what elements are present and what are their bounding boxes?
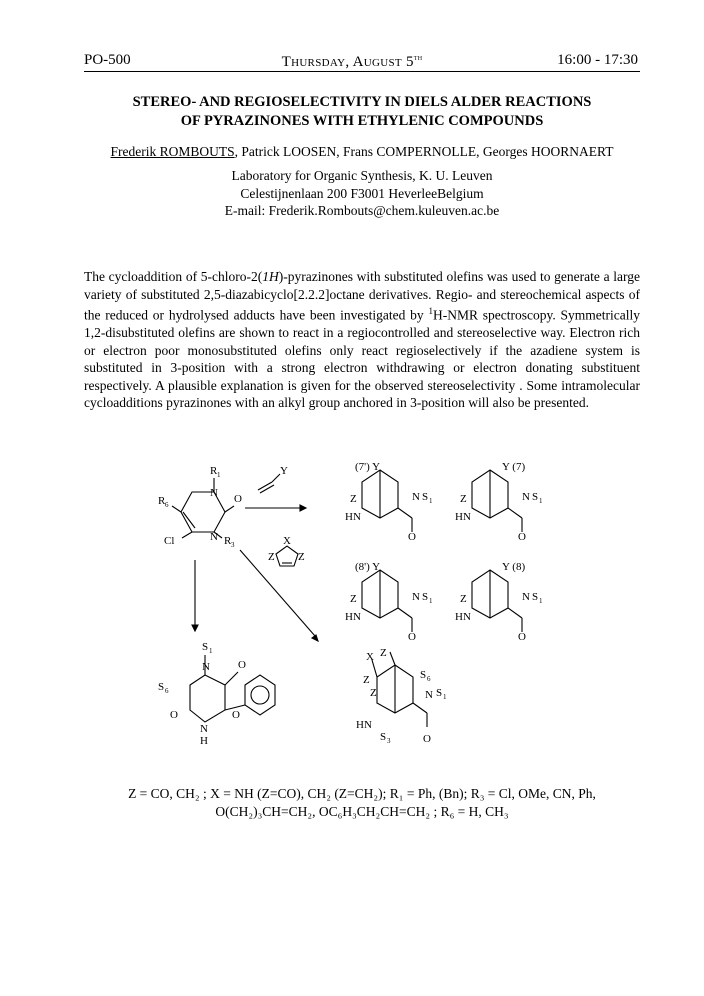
svg-text:1: 1 (539, 597, 543, 605)
authors: Frederik ROMBOUTS, Patrick LOOSEN, Frans COMPERNOLLE, Georges HOORNAERT (110, 144, 614, 159)
svg-text:S: S (420, 669, 427, 681)
svg-text:R: R (210, 465, 218, 477)
svg-text:HN: HN (345, 611, 361, 623)
pyrazinone-ring (181, 492, 225, 532)
svg-text:Z: Z (268, 551, 275, 563)
svg-text:O: O (518, 531, 526, 543)
email: E-mail: Frederik.Rombouts@chem.kuleuven.ac.be (224, 203, 500, 218)
svg-text:1: 1 (217, 471, 221, 479)
svg-text:N: N (425, 689, 433, 701)
svg-text:Z: Z (350, 493, 357, 505)
svg-text:O: O (518, 631, 526, 643)
svg-text:6: 6 (427, 675, 431, 683)
abstract: The cycloaddition of 5-chloro-2(1H)-pyrazinones with substituted olefins was used to generate a large variety of substituted 2,5-diazabicyclo[2.2.2]octane derivatives. Regio- and stereochemical aspects of the reduced or hydrolysed adducts have been investigated by $^1$H-NMR spectroscopy. Symmetrically 1,2-disubstituted olefins are shown to react in a regiocontrolled and stereoselective way. Electron rich or electron poor monosubstituted olefins only react regioselectively if the azadiene system is substituted in 3-position with a strong electron withdrawing or electron donating substituent respectively. A plausible explanation is given for the observed stereoselectivity . Some intramolecular cycloadditions pyrazinones with an alkyl group anchored in 3-position will also be presented. (84, 269, 641, 410)
svg-text:O: O (238, 659, 246, 671)
paper-title: STEREO- AND REGIOSELECTIVITY IN DIELS ALDER REACTIONS OF PYRAZINONES WITH ETHYLENIC COMPOUNDS (132, 94, 592, 129)
adduct-intramolecular (372, 652, 427, 727)
svg-text:S: S (422, 491, 429, 503)
svg-text:N: N (412, 491, 420, 503)
svg-text:S: S (380, 731, 387, 743)
svg-text:1: 1 (539, 497, 543, 505)
svg-text:Y (8): Y (8) (502, 561, 526, 573)
svg-text:3: 3 (387, 737, 391, 745)
svg-text:(8') Y: (8') Y (355, 561, 381, 573)
svg-text:HN: HN (455, 611, 471, 623)
svg-text:Z: Z (460, 493, 467, 505)
header-rule (84, 71, 640, 72)
svg-text:Y (7): Y (7) (502, 461, 526, 473)
svg-text:Y: Y (280, 465, 288, 477)
svg-text:O: O (408, 631, 416, 643)
svg-text:N: N (522, 591, 530, 603)
svg-text:Z: Z (380, 647, 387, 659)
svg-text:HN: HN (356, 719, 372, 731)
adduct-7prime (362, 470, 412, 532)
svg-text:1: 1 (429, 597, 433, 605)
svg-text:O: O (232, 709, 240, 721)
reaction-scheme (150, 460, 650, 760)
svg-text:N: N (522, 491, 530, 503)
svg-text:HN: HN (455, 511, 471, 523)
svg-text:S: S (202, 641, 209, 653)
svg-text:6: 6 (165, 687, 169, 695)
svg-text:6: 6 (165, 501, 169, 509)
svg-text:1: 1 (429, 497, 433, 505)
session-day: Thursday, August 5th (281, 52, 423, 70)
svg-text:Z: Z (460, 593, 467, 605)
svg-text:R: R (224, 535, 232, 547)
svg-text:S: S (532, 591, 539, 603)
svg-text:S: S (422, 591, 429, 603)
svg-text:S: S (532, 491, 539, 503)
svg-text:H: H (200, 735, 208, 747)
adduct-8prime (362, 570, 412, 632)
adduct-7 (472, 470, 522, 532)
svg-text:Z: Z (298, 551, 305, 563)
svg-text:S: S (436, 687, 443, 699)
substituent-legend: Z = CO, CH₂ ; X = NH (Z=CO), CH₂ (Z=CH₂); R₁ = Ph, (Bn); R₃ = Cl, OMe, CN, Ph, O(CH₂)₃CH=CH₂, OC₆H₃CH₂CH=CH₂ ; R₆ = H, CH₃ (128, 786, 596, 819)
svg-text:(7') Y: (7') Y (355, 461, 381, 473)
svg-text:N: N (412, 591, 420, 603)
svg-text:Z: Z (350, 593, 357, 605)
svg-text:N: N (210, 531, 218, 543)
svg-text:R: R (158, 495, 166, 507)
svg-text:N: N (200, 723, 208, 735)
svg-text:X: X (366, 651, 374, 663)
svg-text:Z: Z (363, 674, 370, 686)
presenting-author: Frederik ROMBOUTS (110, 144, 235, 159)
svg-text:O: O (234, 493, 242, 505)
adduct-8 (472, 570, 522, 632)
svg-text:O: O (408, 531, 416, 543)
svg-text:N: N (202, 661, 210, 673)
svg-text:O: O (423, 733, 431, 745)
svg-text:1: 1 (443, 693, 447, 701)
svg-text:O: O (170, 709, 178, 721)
svg-text:X: X (283, 535, 291, 547)
svg-text:N: N (210, 487, 218, 499)
svg-text:S: S (158, 681, 165, 693)
svg-text:Z: Z (370, 687, 377, 699)
lab-address: Celestijnenlaan 200 F3001 HeverleeBelgium (240, 185, 484, 201)
session-time: 16:00 - 17:30 (557, 52, 638, 68)
lab-name: Laboratory for Organic Synthesis, K. U. Leuven (231, 168, 493, 183)
svg-text:HN: HN (345, 511, 361, 523)
svg-text:1: 1 (209, 647, 213, 655)
session-code: PO-500 (84, 52, 131, 68)
svg-text:3: 3 (231, 541, 235, 549)
svg-text:Cl: Cl (164, 535, 175, 547)
affiliation (84, 167, 640, 220)
